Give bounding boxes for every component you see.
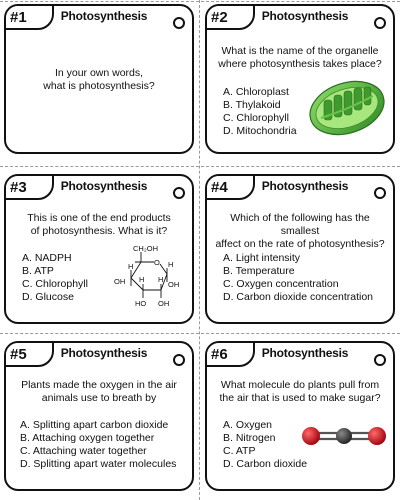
task-card-1 [4,4,194,154]
question-text: Which of the following has the smallest affect on the rate of photosynthesis? [215,212,385,250]
answer-options [223,86,297,138]
card-title: Photosynthesis [261,9,349,23]
question-text: In your own words, what is photosynthesis? [43,67,155,92]
option: D. Splitting apart water molecules [20,458,177,470]
cut-line [0,166,400,167]
card-number: #4 [205,174,255,200]
svg-text:OH: OH [158,299,170,308]
svg-text:OH: OH [114,277,126,286]
punch-hole-icon [173,187,185,199]
card-title: Photosynthesis [261,346,349,360]
card-title: Photosynthesis [60,346,148,360]
svg-text:H: H [158,275,164,284]
svg-text:H: H [139,275,145,284]
option: B. ATP [22,265,54,277]
card-title: Photosynthesis [261,179,349,193]
card-number: #1 [4,4,54,30]
question-text: What is the name of the organelle where photosynthesis takes place? [218,45,382,70]
svg-text:H: H [168,260,174,269]
task-card-3 [4,174,194,324]
punch-hole-icon [374,17,386,29]
option: C. ATP [223,445,256,457]
option: A. Chloroplast [223,86,289,98]
task-card-5 [4,341,194,491]
option: A. NADPH [22,252,72,264]
punch-hole-icon [173,354,185,366]
glucose-structure [109,242,189,322]
cut-line [0,1,400,2]
card-title: Photosynthesis [60,9,148,23]
option: B. Temperature [223,265,295,277]
svg-text:CH₂OH: CH₂OH [133,244,158,253]
svg-text:H: H [128,262,134,271]
svg-text:OH: OH [168,280,180,289]
option: C. Chlorophyll [22,278,88,290]
option: D. Mitochondria [223,125,297,137]
svg-text:O: O [154,258,160,267]
option: A. Light intensity [223,252,301,264]
option: B. Attaching oxygen together [20,432,155,444]
punch-hole-icon [173,17,185,29]
question-text: What molecule do plants pull from the air that is used to make sugar? [219,379,381,404]
card-number: #2 [205,4,255,30]
card-number: #3 [4,174,54,200]
task-card-6 [205,341,395,491]
option: D. Carbon dioxide [223,458,308,470]
task-card-4 [205,174,395,324]
carbon-dioxide-model [299,421,389,451]
option: B. Thylakoid [223,99,281,111]
chloroplast-illustration [307,76,387,138]
answer-options [223,252,373,304]
svg-text:HO: HO [135,299,147,308]
option: C. Chlorophyll [223,112,289,124]
option: C. Attaching water together [20,445,147,457]
answer-options [22,252,88,304]
option: D. Glucose [22,291,74,303]
option: B. Nitrogen [223,432,276,444]
card-number: #6 [205,341,255,367]
cut-line [199,0,200,500]
answer-options [20,419,176,471]
punch-hole-icon [374,187,386,199]
question-text: This is one of the end products of photosynthesis. What is it? [27,212,171,237]
task-card-2 [205,4,395,154]
answer-options [223,419,307,471]
card-number: #5 [4,341,54,367]
option: A. Splitting apart carbon dioxide [20,419,169,431]
option: C. Oxygen concentration [223,278,339,290]
question-text: Plants made the oxygen in the air animals use to breath by [21,379,177,404]
card-title: Photosynthesis [60,179,148,193]
option: D. Carbon dioxide concentration [223,291,374,303]
cut-line [0,333,400,334]
punch-hole-icon [374,354,386,366]
option: A. Oxygen [223,419,273,431]
